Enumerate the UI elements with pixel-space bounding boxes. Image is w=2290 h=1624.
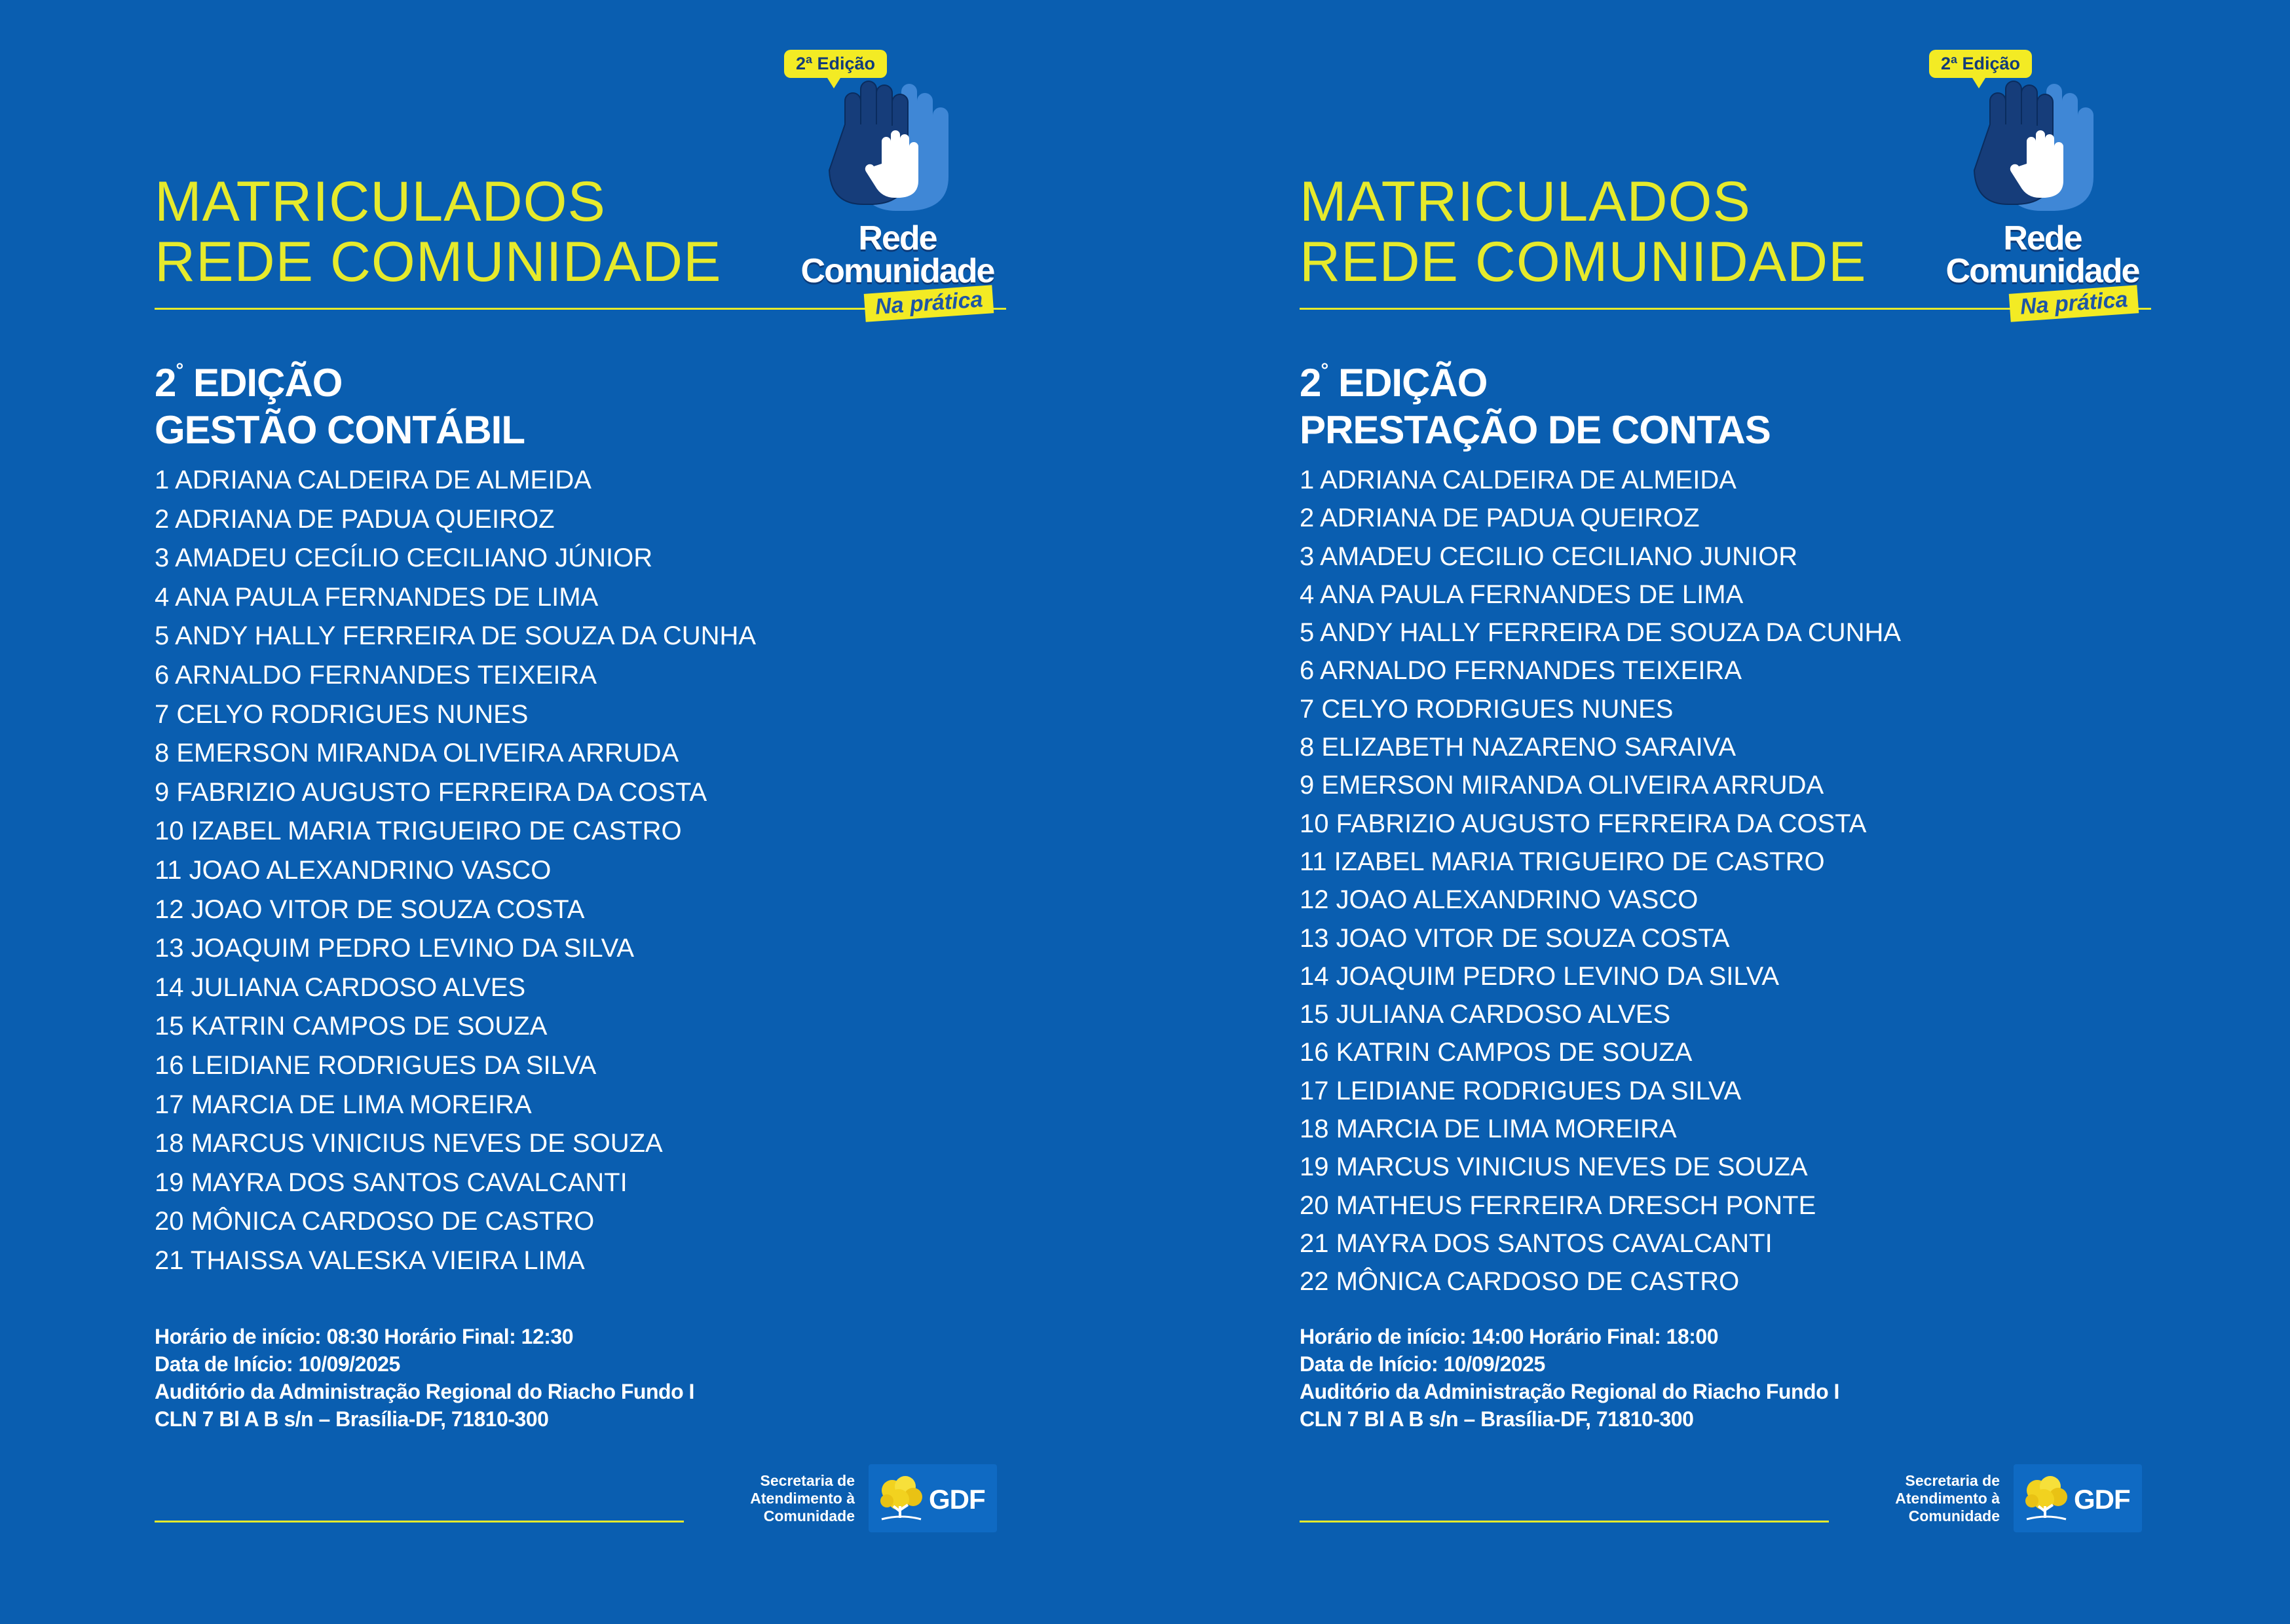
list-item: 11 JOAO ALEXANDRINO VASCO: [155, 855, 552, 885]
list-item: 4 ANA PAULA FERNANDES DE LIMA: [155, 582, 599, 612]
secretaria-line-1: Secretaria de: [760, 1472, 855, 1489]
title-line-1: MATRICULADOS: [155, 170, 606, 233]
venue-text: Auditório da Administração Regional do Riacho Fundo I: [155, 1380, 694, 1403]
gdf-logo: [869, 1464, 997, 1532]
ipe-tree-icon: [2020, 1473, 2073, 1523]
list-item: 14 JOAQUIM PEDRO LEVINO DA SILVA: [1300, 961, 1780, 991]
secretaria-line-3: Comunidade: [1908, 1507, 2000, 1524]
list-item: 20 MÔNICA CARDOSO DE CASTRO: [155, 1207, 595, 1236]
secretaria-line-1: Secretaria de: [1905, 1472, 2000, 1489]
list-item: 8 EMERSON MIRANDA OLIVEIRA ARRUDA: [155, 739, 679, 768]
edition-heading: [155, 347, 525, 454]
gdf-logo: [2014, 1464, 2142, 1532]
title-line-2: REDE COMUNIDADE: [155, 231, 722, 293]
footer-divider: [155, 1521, 684, 1522]
list-item: 10 FABRIZIO AUGUSTO FERREIRA DA COSTA: [1300, 809, 1867, 838]
list-item: 15 KATRIN CAMPOS DE SOUZA: [155, 1012, 548, 1041]
gdf-label: GDF: [929, 1484, 985, 1515]
enrolled-list: [155, 461, 756, 1280]
edition-word: EDIÇÃO: [193, 361, 343, 405]
list-item: 3 AMADEU CECÍLIO CECILIANO JÚNIOR: [155, 544, 653, 573]
title-line-1: MATRICULADOS: [1300, 170, 1751, 233]
page-title: [155, 172, 722, 292]
list-item: 9 FABRIZIO AUGUSTO FERREIRA DA COSTA: [155, 777, 707, 807]
list-item: 6 ARNALDO FERNANDES TEIXEIRA: [1300, 656, 1742, 686]
venue-text: Auditório da Administração Regional do Riacho Fundo I: [1300, 1380, 1839, 1403]
list-item: 14 JULIANA CARDOSO ALVES: [155, 972, 526, 1002]
list-item: 4 ANA PAULA FERNANDES DE LIMA: [1300, 580, 1744, 609]
list-item: 19 MAYRA DOS SANTOS CAVALCANTI: [155, 1168, 628, 1197]
gdf-label: GDF: [2074, 1484, 2130, 1515]
edition-number: 2: [155, 361, 176, 405]
list-item: 17 LEIDIANE RODRIGUES DA SILVA: [1300, 1076, 1742, 1105]
list-item: 22 MÔNICA CARDOSO DE CASTRO: [1300, 1267, 1740, 1297]
secretaria-label: [707, 1472, 855, 1525]
list-item: 21 THAISSA VALESKA VIEIRA LIMA: [155, 1246, 585, 1275]
list-item: 5 ANDY HALLY FERREIRA DE SOUZA DA CUNHA: [1300, 618, 1902, 648]
list-item: 2 ADRIANA DE PADUA QUEIROZ: [1300, 504, 1700, 533]
raised-hands-icon: [1970, 79, 2121, 223]
list-item: 2 ADRIANA DE PADUA QUEIROZ: [155, 504, 555, 534]
logo-title-comunidade: Comunidade: [1945, 252, 2139, 290]
list-item: 9 EMERSON MIRANDA OLIVEIRA ARRUDA: [1300, 771, 1824, 800]
list-item: 8 ELIZABETH NAZARENO SARAIVA: [1300, 733, 1736, 762]
panel-prestacao-de-contas: [1145, 0, 2290, 1624]
event-info: [1300, 1323, 1839, 1433]
address-text: CLN 7 Bl A B s/n – Brasília-DF, 71810-300: [1300, 1407, 1694, 1431]
list-item: 19 MARCUS VINICIUS NEVES DE SOUZA: [1300, 1153, 1808, 1182]
schedule-text: Horário de início: 08:30 Horário Final: 12:30: [155, 1325, 574, 1348]
list-item: 1 ADRIANA CALDEIRA DE ALMEIDA: [155, 466, 591, 494]
list-item: 21 MAYRA DOS SANTOS CAVALCANTI: [1300, 1228, 1773, 1258]
event-info: [155, 1323, 694, 1433]
list-item: 13 JOAQUIM PEDRO LEVINO DA SILVA: [155, 934, 635, 963]
rede-comunidade-logo: [1918, 46, 2167, 327]
list-item: 13 JOAO VITOR DE SOUZA COSTA: [1300, 923, 1730, 953]
enrolled-list: [1300, 461, 1901, 1301]
logo-title-comunidade: Comunidade: [800, 252, 994, 290]
ipe-tree-icon: [875, 1473, 928, 1523]
list-item: 3 AMADEU CECILIO CECILIANO JUNIOR: [1300, 542, 1798, 571]
logo-title-rede: Rede: [858, 219, 937, 257]
address-text: CLN 7 Bl A B s/n – Brasília-DF, 71810-300: [155, 1407, 549, 1431]
title-line-2: REDE COMUNIDADE: [1300, 231, 1867, 293]
edition-number: 2: [1300, 361, 1321, 405]
edition-heading: [1300, 347, 1771, 454]
logo-tagline: Na prática: [2009, 285, 2139, 322]
secretaria-line-2: Atendimento à: [750, 1490, 855, 1507]
start-date-text: Data de Início: 10/09/2025: [1300, 1352, 1545, 1376]
list-item: 16 KATRIN CAMPOS DE SOUZA: [1300, 1038, 1693, 1067]
list-item: 6 ARNALDO FERNANDES TEIXEIRA: [155, 660, 597, 690]
start-date-text: Data de Início: 10/09/2025: [155, 1352, 400, 1376]
edition-word: EDIÇÃO: [1338, 361, 1488, 405]
list-item: 11 IZABEL MARIA TRIGUEIRO DE CASTRO: [1300, 847, 1825, 876]
secretaria-line-3: Comunidade: [763, 1507, 855, 1524]
list-item: 7 CELYO RODRIGUES NUNES: [1300, 694, 1674, 724]
course-name: PRESTAÇÃO DE CONTAS: [1300, 408, 1771, 452]
logo-tagline: Na prática: [864, 285, 994, 322]
list-item: 18 MARCIA DE LIMA MOREIRA: [1300, 1115, 1677, 1144]
edition-badge: 2ª Edição: [784, 50, 887, 78]
schedule-text: Horário de início: 14:00 Horário Final: 18:00: [1300, 1325, 1719, 1348]
list-item: 12 JOAO VITOR DE SOUZA COSTA: [155, 895, 585, 924]
course-name: GESTÃO CONTÁBIL: [155, 408, 525, 452]
edition-degree: °: [1321, 360, 1328, 381]
raised-hands-icon: [825, 79, 976, 223]
list-item: 1 ADRIANA CALDEIRA DE ALMEIDA: [1300, 466, 1736, 494]
edition-degree: °: [176, 360, 183, 381]
list-item: 20 MATHEUS FERREIRA DRESCH PONTE: [1300, 1190, 1816, 1220]
list-item: 18 MARCUS VINICIUS NEVES DE SOUZA: [155, 1129, 663, 1158]
secretaria-label: [1852, 1472, 2000, 1525]
list-item: 12 JOAO ALEXANDRINO VASCO: [1300, 885, 1699, 915]
list-item: 16 LEIDIANE RODRIGUES DA SILVA: [155, 1050, 597, 1080]
list-item: 15 JULIANA CARDOSO ALVES: [1300, 1000, 1671, 1029]
footer-divider: [1300, 1521, 1829, 1522]
list-item: 5 ANDY HALLY FERREIRA DE SOUZA DA CUNHA: [155, 621, 757, 651]
list-item: 7 CELYO RODRIGUES NUNES: [155, 699, 529, 729]
secretaria-line-2: Atendimento à: [1895, 1490, 2000, 1507]
logo-title-rede: Rede: [2003, 219, 2082, 257]
rede-comunidade-logo: [773, 46, 1022, 327]
list-item: 10 IZABEL MARIA TRIGUEIRO DE CASTRO: [155, 817, 682, 846]
edition-badge: 2ª Edição: [1929, 50, 2032, 78]
page-title: [1300, 172, 1867, 292]
list-item: 17 MARCIA DE LIMA MOREIRA: [155, 1090, 532, 1119]
